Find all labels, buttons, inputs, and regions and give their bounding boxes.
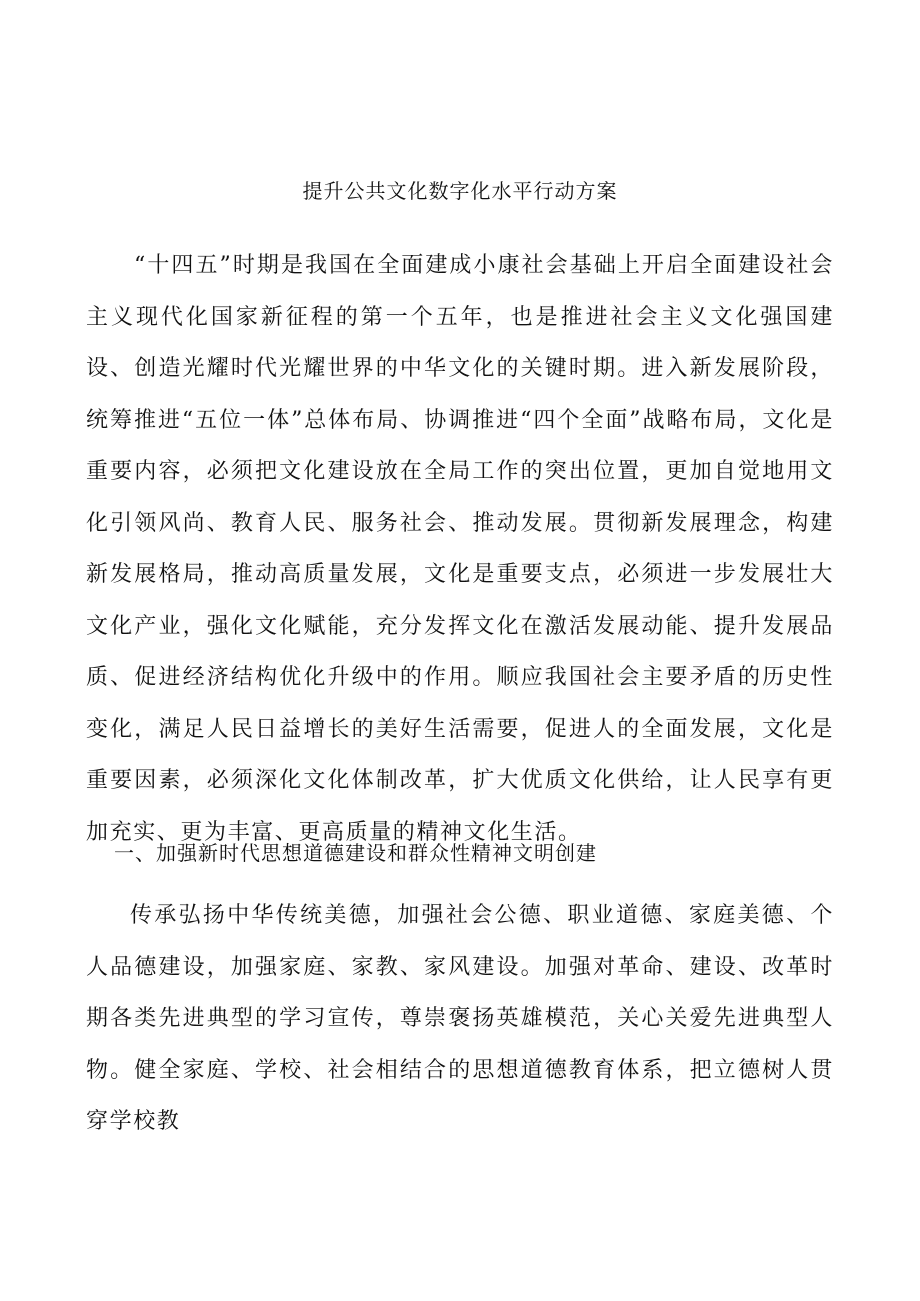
intro-paragraph: “十四五”时期是我国在全面建成小康社会基础上开启全面建设社会主义现代化国家新征程的第一个五年，也是推进社会主义文化强国建设、创造光耀时代光耀世界的中华文化的关键时期。进入新发展阶段，统筹推进“五位一体”总体布局、协调推进“四个全面”战略布局，文化是重要内容，必须把文化建设放在全局工作的突出位置，更加自觉地用文化引领风尚、教育人民、服务社会、推动发展。贯彻新发展理念，构建新发展格局，推动高质量发展，文化是重要支点，必须进一步发展壮大文化产业，强化文化赋能，充分发挥文化在激活发展动能、提升发展品质、促进经济结构优化升级中的作用。顺应我国社会主要矛盾的历史性变化，满足人民日益增长的美好生活需要，促进人的全面发展，文化是重要因素，必须深化文化体制改革，扩大优质文化供给，让人民享有更加充实、更为丰富、更高质量的精神文化生活。 bbox=[86, 253, 834, 845]
section-paragraph: 传承弘扬中华传统美德，加强社会公德、职业道德、家庭美德、个人品德建设，加强家庭、家教、家风建设。加强对革命、建设、改革时期各类先进典型的学习宣传，尊崇褒扬英雄模范，关心关爱先进典型人物。健全家庭、学校、社会相结合的思想道德教育体系，把立德树人贯穿学校教 bbox=[86, 903, 834, 1134]
document-title: 提升公共文化数字化水平行动方案 bbox=[302, 179, 618, 203]
section-heading: 一、加强新时代思想道德建设和群众性精神文明创建 bbox=[114, 841, 597, 865]
